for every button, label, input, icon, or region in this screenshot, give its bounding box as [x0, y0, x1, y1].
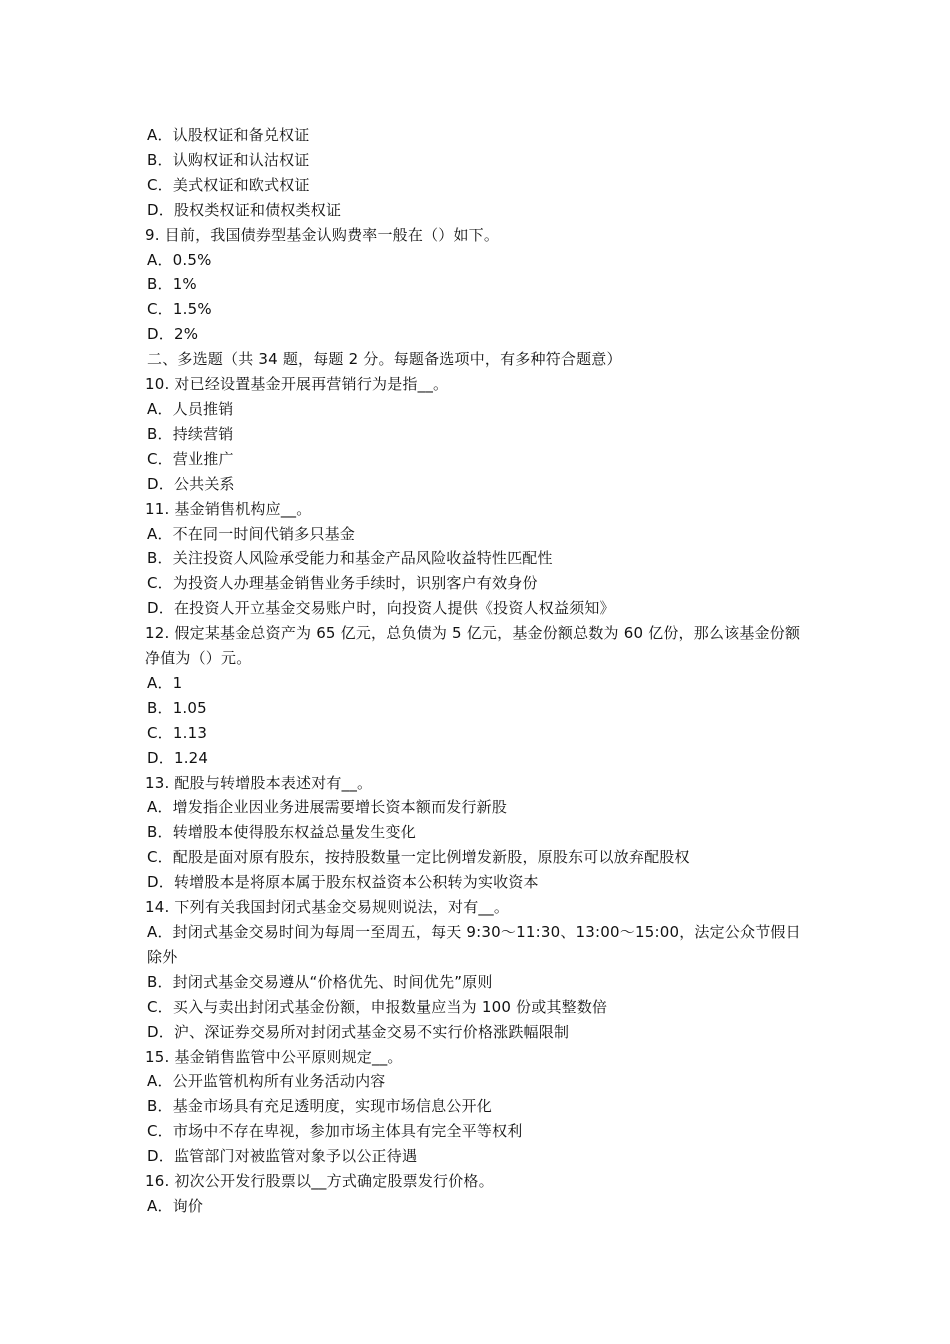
option-line: B．封闭式基金交易遵从“价格优先、时间优先”原则	[147, 972, 493, 991]
question-12: 12. 假定某基金总资产为 65 亿元，总负债为 5 亿元，基金份额总数为 60 亿份，那么该基金份额净值为（）元。	[145, 624, 801, 668]
option-line: B．1.05	[147, 698, 207, 717]
option-line: A．1	[147, 673, 183, 692]
option-line: D．在投资人开立基金交易账户时，向投资人提供《投资人权益须知》	[147, 599, 615, 618]
option-line: C．市场中不存在卑视，参加市场主体具有完全平等权利	[147, 1122, 523, 1141]
option-line: A．认股权证和备兑权证	[147, 126, 310, 144]
option-line: B．基金市场具有充足透明度，实现市场信息公开化	[147, 1097, 492, 1116]
document-body	[145, 123, 813, 1219]
option-line: B．关注投资人风险承受能力和基金产品风险收益特性匹配性	[147, 549, 553, 568]
option-line: D．股权类权证和债权类权证	[147, 200, 342, 219]
option-line: B．持续营销	[147, 424, 234, 443]
option-line: C．1.5%	[147, 300, 212, 319]
option-line: A．询价	[147, 1196, 204, 1215]
option-line: A．公开监管机构所有业务活动内容	[147, 1072, 386, 1091]
question-9: 9. 目前，我国债券型基金认购费率一般在（）如下。	[145, 225, 500, 244]
option-line: C．为投资人办理基金销售业务手续时，识别客户有效身份	[147, 574, 538, 593]
question-15: 15. 基金销售监管中公平原则规定__。	[145, 1047, 403, 1066]
option-line: B．1%	[147, 275, 197, 294]
option-line: D．1.24	[147, 748, 209, 767]
option-line: A．人员推销	[147, 399, 234, 418]
option-line: D．沪、深证券交易所对封闭式基金交易不实行价格涨跌幅限制	[147, 1022, 570, 1041]
option-line: B．认购权证和认沽权证	[147, 150, 310, 169]
option-line: C．1.13	[147, 723, 208, 742]
option-line: D．监管部门对被监管对象予以公正待遇	[147, 1147, 418, 1166]
question-11: 11. 基金销售机构应__。	[145, 499, 312, 518]
section-heading: 二、多选题（共 34 题，每题 2 分。每题备选项中，有多种符合题意）	[147, 350, 622, 369]
option-line: A．封闭式基金交易时间为每周一至周五，每天 9:30～11:30、13:00～15:00，法定公众节假日除外	[147, 923, 801, 966]
question-10: 10. 对已经设置基金开展再营销行为是指__。	[145, 375, 449, 394]
option-line: B．转增股本使得股东权益总量发生变化	[147, 823, 416, 842]
option-line: D．转增股本是将原本属于股东权益资本公积转为实收资本	[147, 873, 539, 892]
option-line: A．增发指企业因业务进展需要增长资本额而发行新股	[147, 798, 508, 817]
option-line: A．0.5%	[147, 250, 212, 269]
option-line: C．配股是面对原有股东，按持股数量一定比例增发新股，原股东可以放弃配股权	[147, 848, 690, 867]
question-14: 14. 下列有关我国封闭式基金交易规则说法，对有__。	[145, 898, 510, 917]
option-line: D．2%	[147, 325, 199, 344]
question-16: 16. 初次公开发行股票以__方式确定股票发行价格。	[145, 1172, 494, 1191]
option-line: D．公共关系	[147, 474, 235, 493]
option-line: C．美式权证和欧式权证	[147, 175, 310, 194]
option-line: A．不在同一时间代销多只基金	[147, 524, 356, 543]
option-line: C．营业推广	[147, 449, 234, 468]
question-13: 13. 配股与转增股本表述对有__。	[145, 773, 373, 792]
option-line: C．买入与卖出封闭式基金份额，申报数量应当为 100 份或其整数倍	[147, 997, 608, 1016]
